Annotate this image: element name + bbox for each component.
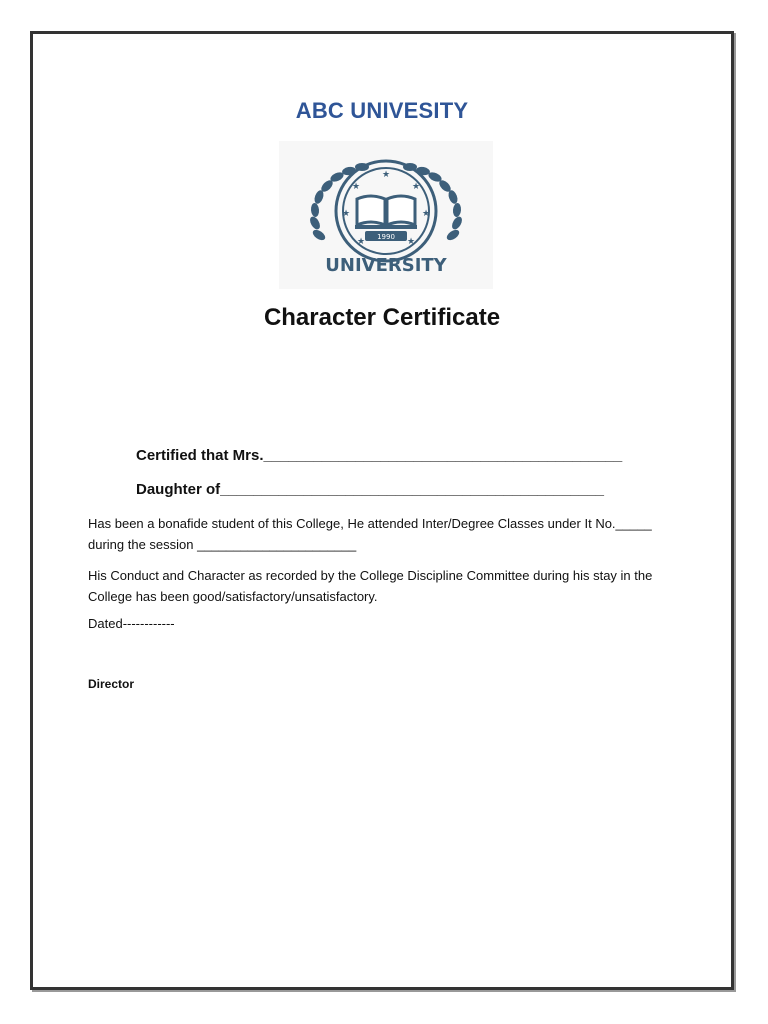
- svg-text:★: ★: [421, 209, 431, 219]
- certificate-title: Character Certificate: [263, 304, 501, 331]
- conduct-paragraph: His Conduct and Character as recorded by the College Discipline Committee during his stay in the College has been good/satisfactory/unsatisfactory.: [88, 568, 653, 604]
- daughter-of-line: Daughter of______________________________________________: [136, 481, 604, 498]
- director-signatory: Director: [88, 677, 135, 691]
- university-title: ABC UNIVESITY: [295, 98, 469, 123]
- logo-year: 1990: [377, 233, 395, 241]
- certified-line: Certified that Mrs.___________________________________________: [136, 447, 623, 464]
- university-logo: [279, 141, 493, 289]
- svg-text:★: ★: [351, 182, 361, 192]
- bonafide-paragraph: Has been a bonafide student of this College, He attended Inter/Degree Classes under It No._____ during the session ______________________: [88, 516, 652, 552]
- university-book-wreath-icon: [279, 141, 493, 289]
- svg-text:★: ★: [406, 237, 416, 247]
- certificate-page: [30, 31, 734, 990]
- svg-text:★: ★: [411, 182, 421, 192]
- svg-text:★: ★: [341, 209, 351, 219]
- svg-text:★: ★: [381, 170, 391, 180]
- dated-line: Dated------------: [88, 616, 175, 631]
- svg-text:★: ★: [356, 237, 366, 247]
- logo-text: UNIVERSITY: [325, 255, 447, 276]
